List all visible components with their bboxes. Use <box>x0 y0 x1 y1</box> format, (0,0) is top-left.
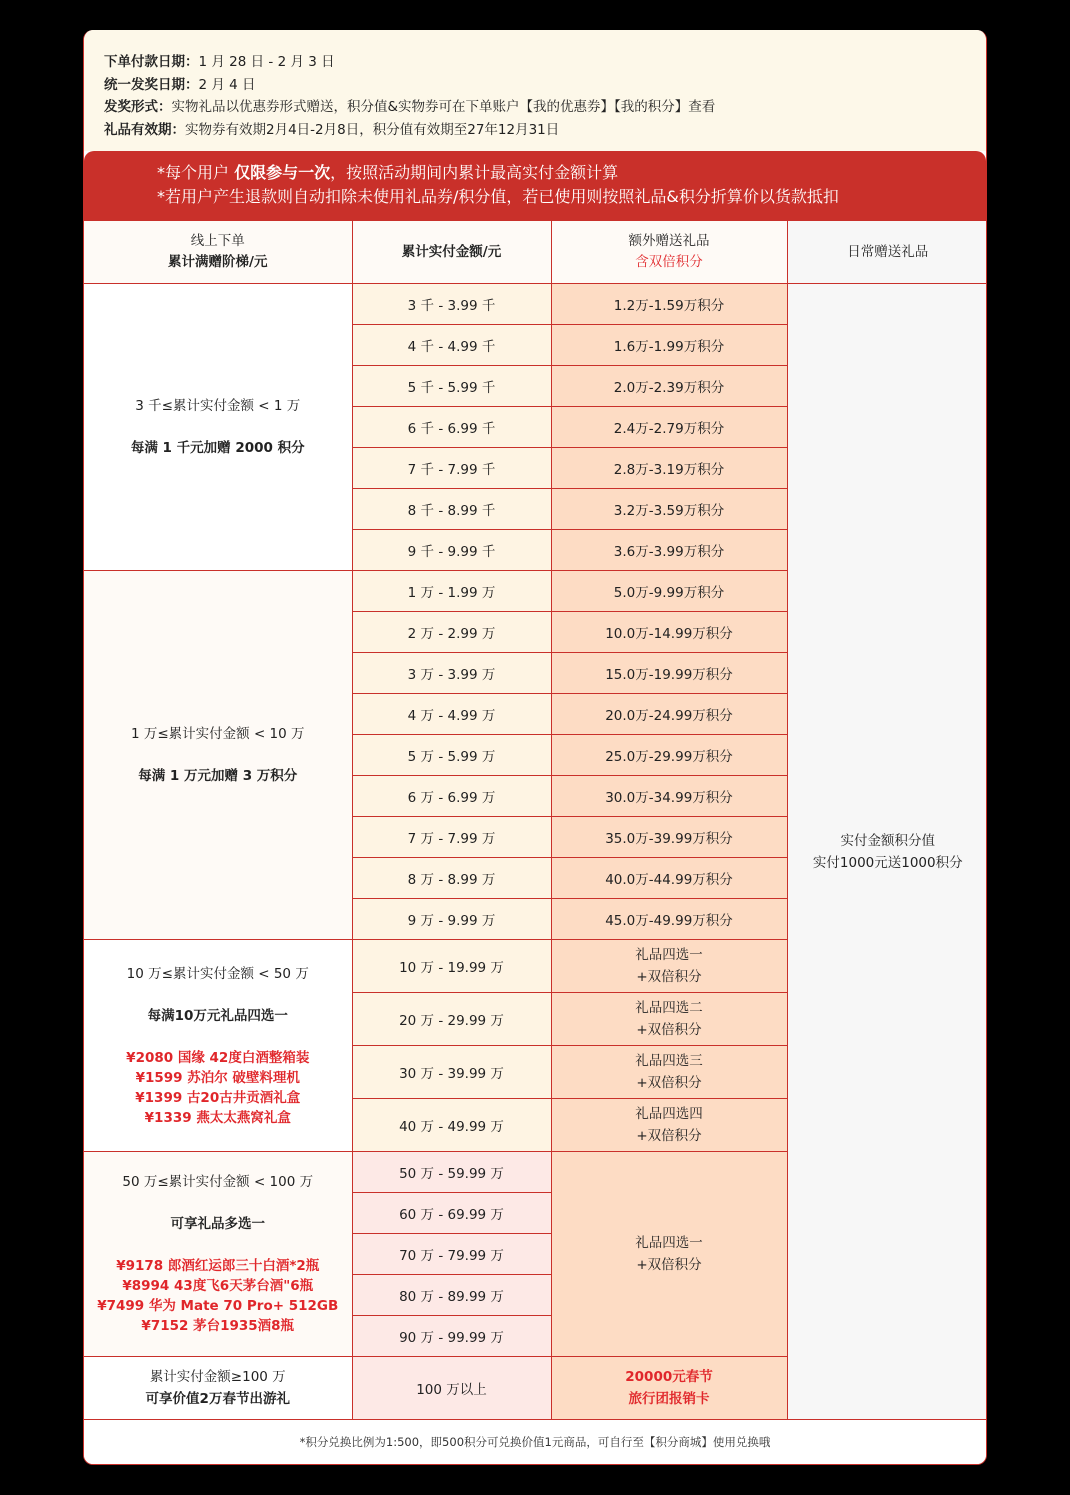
gift-cell: 礼品四选三 +双倍积分 <box>551 1046 787 1099</box>
amount-cell: 7 万 - 7.99 万 <box>352 817 551 858</box>
amount-cell: 30 万 - 39.99 万 <box>352 1046 551 1099</box>
daily-gift-cell: 实付金额积分值 实付1000元送1000积分 <box>787 284 987 1420</box>
table-header <box>84 221 987 284</box>
gift-cell: 3.2万-3.59万积分 <box>551 489 787 530</box>
gift-cell: 35.0万-39.99万积分 <box>551 817 787 858</box>
header-amount: 累计实付金额/元 <box>352 221 551 284</box>
gift-cell: 40.0万-44.99万积分 <box>551 858 787 899</box>
amount-cell: 2 万 - 2.99 万 <box>352 612 551 653</box>
amount-cell: 70 万 - 79.99 万 <box>352 1234 551 1275</box>
gift-cell: 礼品四选一 +双倍积分 <box>551 940 787 993</box>
gift-cell: 20000元春节 旅行团报销卡 <box>551 1357 787 1420</box>
amount-cell: 60 万 - 69.99 万 <box>352 1193 551 1234</box>
header-daily-gift: 日常赠送礼品 <box>787 221 987 284</box>
gift-cell: 15.0万-19.99万积分 <box>551 653 787 694</box>
gift-cell: 1.6万-1.99万积分 <box>551 325 787 366</box>
amount-cell: 50 万 - 59.99 万 <box>352 1152 551 1193</box>
amount-cell: 9 万 - 9.99 万 <box>352 899 551 940</box>
tier-cell-3: 10 万≤累计实付金额 < 50 万 每满10万元礼品四选一 ¥2080 国缘 42度白酒整箱装 ¥1599 苏泊尔 破壁料理机 ¥1399 古20古井贡酒礼盒 ¥1339 燕太太燕窝礼盒 <box>84 940 352 1152</box>
gift-cell: 2.0万-2.39万积分 <box>551 366 787 407</box>
gift-cell: 礼品四选四 +双倍积分 <box>551 1099 787 1152</box>
amount-cell: 3 千 - 3.99 千 <box>352 284 551 325</box>
info-award-form: 发奖形式：实物礼品以优惠券形式赠送，积分值&实物券可在下单账户【我的优惠券】【我的积分】查看 <box>104 99 716 115</box>
tier-cell-4: 50 万≤累计实付金额 < 100 万 可享礼品多选一 ¥9178 郎酒红运郎三十白酒*2瓶 ¥8994 43度飞6天茅台酒"6瓶 ¥7499 华为 Mate 70 Pro+ 512GB ¥7152 茅台1935酒8瓶 <box>84 1152 352 1357</box>
gift-cell: 20.0万-24.99万积分 <box>551 694 787 735</box>
amount-cell: 5 千 - 5.99 千 <box>352 366 551 407</box>
amount-cell: 80 万 - 89.99 万 <box>352 1275 551 1316</box>
amount-cell: 9 千 - 9.99 千 <box>352 530 551 571</box>
tier-cell-1: 3 千≤累计实付金额 < 1 万 每满 1 千元加赠 2000 积分 <box>84 284 352 571</box>
amount-cell: 40 万 - 49.99 万 <box>352 1099 551 1152</box>
gift-cell: 2.4万-2.79万积分 <box>551 407 787 448</box>
gift-cell: 25.0万-29.99万积分 <box>551 735 787 776</box>
amount-cell: 20 万 - 29.99 万 <box>352 993 551 1046</box>
amount-cell: 1 万 - 1.99 万 <box>352 571 551 612</box>
amount-cell: 6 万 - 6.99 万 <box>352 776 551 817</box>
amount-cell: 90 万 - 99.99 万 <box>352 1316 551 1357</box>
promotion-card <box>83 30 987 1465</box>
prize-list: ¥2080 国缘 42度白酒整箱装 ¥1599 苏泊尔 破壁料理机 ¥1399 古20古井贡酒礼盒 ¥1339 燕太太燕窝礼盒 <box>126 1049 310 1126</box>
notice-line-2: *若用户产生退款则自动扣除未使用礼品券/积分值，若已使用则按照礼品&积分折算价以货款抵扣 <box>157 187 839 206</box>
prize-list: ¥9178 郎酒红运郎三十白酒*2瓶 ¥8994 43度飞6天茅台酒"6瓶 ¥7499 华为 Mate 70 Pro+ 512GB ¥7152 茅台1935酒8瓶 <box>97 1258 339 1334</box>
header-tier: 线上下单 累计满赠阶梯/元 <box>84 221 352 284</box>
info-award-date: 统一发奖日期：2 月 4 日 <box>104 76 256 93</box>
amount-cell: 5 万 - 5.99 万 <box>352 735 551 776</box>
amount-cell: 10 万 - 19.99 万 <box>352 940 551 993</box>
gift-cell: 30.0万-34.99万积分 <box>551 776 787 817</box>
footer-note: *积分兑换比例为1:500，即500积分可兑换价值1元商品，可自行至【积分商城】使用兑换哦 <box>84 1420 986 1464</box>
amount-cell: 7 千 - 7.99 千 <box>352 448 551 489</box>
amount-cell: 8 万 - 8.99 万 <box>352 858 551 899</box>
header-extra-gift: 额外赠送礼品 含双倍积分 <box>551 221 787 284</box>
tier-cell-2: 1 万≤累计实付金额 < 10 万 每满 1 万元加赠 3 万积分 <box>84 571 352 940</box>
gift-cell: 5.0万-9.99万积分 <box>551 571 787 612</box>
amount-cell: 6 千 - 6.99 千 <box>352 407 551 448</box>
amount-cell: 100 万以上 <box>352 1357 551 1420</box>
gift-cell: 礼品四选一 +双倍积分 <box>551 1152 787 1357</box>
info-order-date: 下单付款日期：1 月 28 日 - 2 月 3 日 <box>104 54 335 70</box>
tier-cell-5: 累计实付金额≥100 万 可享价值2万春节出游礼 <box>84 1357 352 1420</box>
notice-banner <box>84 151 986 220</box>
gift-cell: 2.8万-3.19万积分 <box>551 448 787 489</box>
amount-cell: 4 千 - 4.99 千 <box>352 325 551 366</box>
info-validity: 礼品有效期：实物券有效期2月4日-2月8日，积分值有效期至27年12月31日 <box>104 121 560 138</box>
reward-table <box>84 220 987 1420</box>
gift-cell: 礼品四选二 +双倍积分 <box>551 993 787 1046</box>
gift-cell: 1.2万-1.59万积分 <box>551 284 787 325</box>
gift-cell: 10.0万-14.99万积分 <box>551 612 787 653</box>
gift-cell: 3.6万-3.99万积分 <box>551 530 787 571</box>
info-panel <box>84 30 986 151</box>
gift-cell: 45.0万-49.99万积分 <box>551 899 787 940</box>
amount-cell: 4 万 - 4.99 万 <box>352 694 551 735</box>
table-row <box>84 284 987 325</box>
notice-line-1: *每个用户 仅限参与一次，按照活动期间内累计最高实付金额计算 <box>157 163 619 182</box>
amount-cell: 3 万 - 3.99 万 <box>352 653 551 694</box>
amount-cell: 8 千 - 8.99 千 <box>352 489 551 530</box>
